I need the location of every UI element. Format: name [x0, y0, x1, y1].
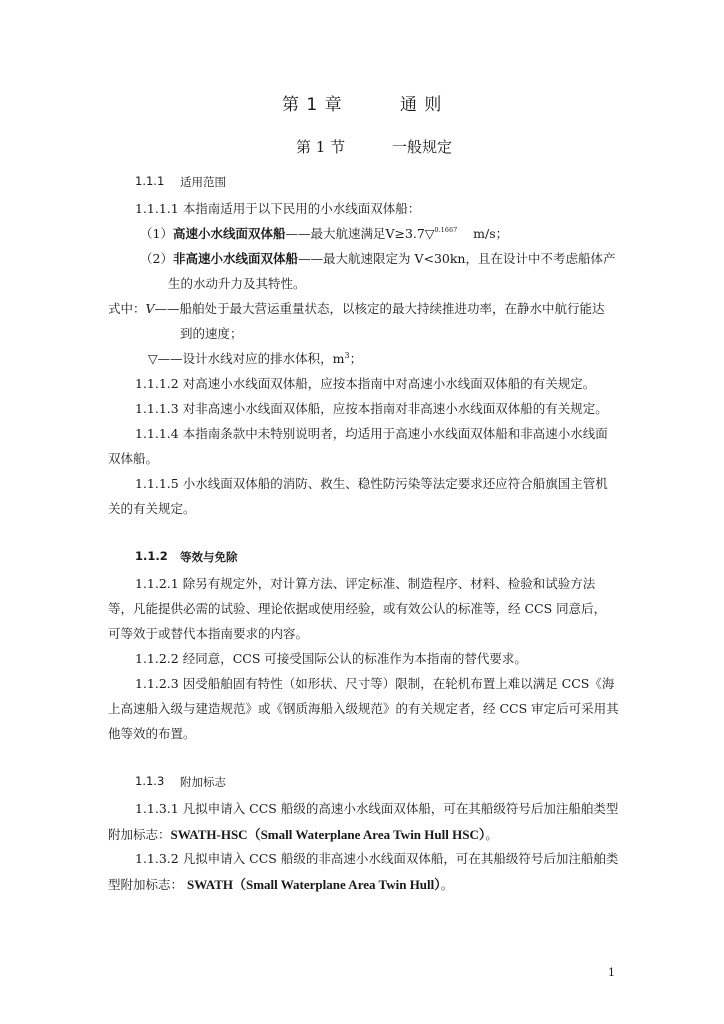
paragraph: 1.1.2.2 经同意，CCS 可接受国际公认的标准作为本指南的替代要求。 [135, 651, 527, 666]
notation-swath-hsc: SWATH-HSC（Small Waterplane Area Twin Hull HSC） [170, 827, 486, 842]
heading-equivalence: 等效与免除 [180, 550, 238, 564]
formula-definition [108, 299, 605, 317]
section-title: 一般规定 [392, 138, 453, 156]
formula-continuation: 到的速度； [180, 326, 243, 341]
list-item [140, 249, 615, 267]
paragraph: 1.1.1.3 对非高速小水线面双体船，应按本指南对非高速小水线面双体船的有关规定。 [135, 401, 608, 416]
paragraph-continuation: 关的有关规定。 [108, 501, 196, 516]
formula-prefix: 式中： [108, 301, 146, 316]
heading-number: 1.1.2 [135, 549, 168, 563]
paragraph: 1.1.2.3 因受船舶固有特性（如形状、尺寸等）限制，在轮机布置上难以满足 CCS《海 [135, 676, 615, 691]
nabla-definition [148, 349, 362, 367]
unit: m/s； [473, 226, 509, 241]
formula-symbol: V [145, 301, 155, 316]
paragraph: 1.1.1.5 小水线面双体船的消防、救生、稳性防污染等法定要求还应符合船旗国主管机 [135, 476, 608, 491]
superscript: 3 [344, 351, 350, 360]
paragraph: 1.1.2.1 除另有规定外，对计算方法、评定标准、制造程序、材料、检验和试验方法 [135, 576, 596, 591]
nabla-end: ； [349, 351, 363, 366]
section-number: 第 1 节 [296, 138, 346, 156]
chapter-title: 通 则 [400, 95, 443, 115]
list-item [140, 224, 508, 242]
notation-prefix: 附加标志： [108, 827, 171, 842]
heading-number: 1.1.3 [135, 774, 165, 788]
formula-text: ——船舶处于最大营运重量状态，以核定的最大持续推进功率，在静水中航行能达 [154, 301, 605, 316]
paragraph: 1.1.1.4 本指南条款中未特别说明者，均适用于高速小水线面双体船和非高速小水线面 [135, 426, 608, 441]
list-item-continuation: 生的水动升力及其特性。 [168, 276, 306, 291]
paragraph-continuation: 他等效的布置。 [108, 726, 196, 741]
paragraph-continuation: 双体船。 [108, 451, 159, 466]
notation-prefix: 型附加标志： [108, 877, 187, 892]
paragraph-continuation: 等，凡能提供必需的试验、理论依据或使用经验，或有效公认的标准等，经 CCS 同意后， [108, 601, 607, 616]
paragraph: 1.1.1.2 对高速小水线面双体船，应按本指南中对高速小水线面双体船的有关规定。 [135, 376, 596, 391]
heading-notation: 附加标志 [180, 775, 226, 789]
item-text: ——最大航速满足V≥3.7▽ [285, 226, 435, 241]
bold-term: 高速小水线面双体船 [172, 226, 286, 241]
paragraph: 1.1.3.1 凡拟申请入 CCS 船级的高速小水线面双体船，可在其船级符号后加注船舶类型 [135, 801, 619, 816]
superscript: 0.1667 [434, 226, 458, 234]
item-text: ——最大航速限定为 V<30kn，且在设计中不考虑船体产 [297, 251, 616, 266]
paragraph: 1.1.1.1 本指南适用于以下民用的小水线面双体船： [135, 201, 421, 216]
paragraph-continuation [108, 824, 498, 843]
paragraph: 1.1.3.2 凡拟申请入 CCS 船级的非高速小水线面双体船，可在其船级符号后加注船舶类 [135, 851, 619, 866]
paragraph-continuation: 上高速船入级与建造规范》或《钢质海船入级规范》的有关规定者，经 CCS 审定后可采用其 [108, 701, 619, 716]
notation-swath: SWATH（Small Waterplane Area Twin Hull） [186, 877, 441, 892]
heading-scope: 适用范围 [180, 175, 226, 189]
item-number: （1） [140, 226, 173, 241]
page-number: 1 [608, 966, 615, 979]
nabla-text: ▽——设计水线对应的排水体积，m [148, 351, 345, 366]
notation-end: 。 [440, 877, 454, 892]
paragraph-continuation [108, 874, 453, 893]
paragraph-continuation: 可等效于或替代本指南要求的内容。 [108, 626, 309, 641]
chapter-number: 第 1 章 [282, 95, 343, 115]
heading-number: 1.1.1 [135, 174, 165, 188]
item-number: （2） [140, 251, 173, 266]
notation-end: 。 [485, 827, 498, 842]
bold-term: 非高速小水线面双体船 [172, 251, 298, 266]
